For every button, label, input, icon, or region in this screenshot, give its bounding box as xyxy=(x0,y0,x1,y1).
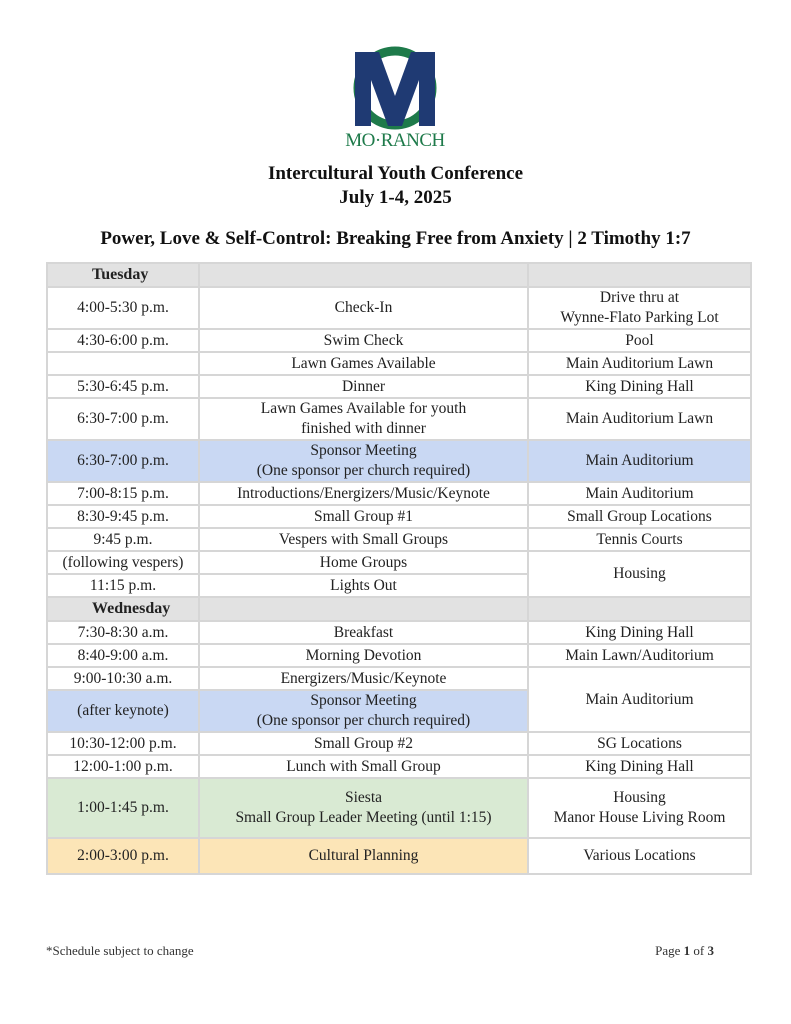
event-line: Small Group Leader Meeting (until 1:15) xyxy=(235,809,492,826)
logo-wordmark: MO·RANCH xyxy=(345,130,445,151)
location-line: Wynne-Flato Parking Lot xyxy=(560,309,719,326)
event-cell: Energizers/Music/Keynote xyxy=(199,667,528,690)
table-row xyxy=(47,505,751,528)
location-cell: Various Locations xyxy=(528,838,751,874)
table-row xyxy=(47,732,751,755)
time-cell: 6:30-7:00 p.m. xyxy=(47,440,199,482)
location-line: Housing xyxy=(613,789,666,806)
location-cell: Tennis Courts xyxy=(528,528,751,551)
event-cell: Lunch with Small Group xyxy=(199,755,528,778)
day-header-tuesday xyxy=(47,263,751,287)
table-row xyxy=(47,329,751,352)
table-row xyxy=(47,375,751,398)
page-of: of xyxy=(693,943,705,958)
location-cell: SG Locations xyxy=(528,732,751,755)
schedule-table xyxy=(46,262,752,875)
time-cell: 5:30-6:45 p.m. xyxy=(47,375,199,398)
table-row xyxy=(47,352,751,375)
event-line: Lawn Games Available for youth xyxy=(260,400,467,417)
location-cell: King Dining Hall xyxy=(528,621,751,644)
location-cell: Housing xyxy=(528,551,751,597)
event-cell: Home Groups xyxy=(199,551,528,574)
location-cell: Main Auditorium Lawn xyxy=(528,352,751,375)
time-cell: (after keynote) xyxy=(47,690,199,732)
location-cell: Main Auditorium xyxy=(528,440,751,482)
location-cell: Main Auditorium xyxy=(528,482,751,505)
page-prefix: Page xyxy=(655,943,681,958)
table-row xyxy=(47,755,751,778)
event-line: Siesta xyxy=(344,789,383,806)
time-cell xyxy=(47,352,199,375)
conference-title: Intercultural Youth Conference xyxy=(267,163,524,184)
event-cell xyxy=(199,690,528,732)
location-cell: Main Lawn/Auditorium xyxy=(528,644,751,667)
location-cell: Main Auditorium xyxy=(528,667,751,732)
location-cell xyxy=(528,778,751,838)
day-label: Wednesday xyxy=(47,597,199,621)
time-cell: 4:30-6:00 p.m. xyxy=(47,329,199,352)
event-cell: Lights Out xyxy=(199,574,528,597)
event-line: Sponsor Meeting xyxy=(310,692,417,709)
table-row xyxy=(47,778,751,838)
time-cell: 12:00-1:00 p.m. xyxy=(47,755,199,778)
conference-theme: Power, Love & Self-Control: Breaking Free from Anxiety | 2 Timothy 1:7 xyxy=(100,228,691,249)
time-cell: 9:45 p.m. xyxy=(47,528,199,551)
time-cell: 8:30-9:45 p.m. xyxy=(47,505,199,528)
table-row xyxy=(47,551,751,574)
table-row xyxy=(47,644,751,667)
time-cell: 6:30-7:00 p.m. xyxy=(47,398,199,440)
table-row xyxy=(47,621,751,644)
event-line: (One sponsor per church required) xyxy=(256,712,471,729)
event-line: (One sponsor per church required) xyxy=(256,462,471,479)
event-cell: Dinner xyxy=(199,375,528,398)
event-cell xyxy=(199,778,528,838)
event-cell xyxy=(199,398,528,440)
table-row xyxy=(47,287,751,329)
event-cell: Morning Devotion xyxy=(199,644,528,667)
page-total: 3 xyxy=(707,943,714,958)
time-cell: 7:00-8:15 p.m. xyxy=(47,482,199,505)
event-cell: Swim Check xyxy=(199,329,528,352)
time-cell: 10:30-12:00 p.m. xyxy=(47,732,199,755)
location-cell xyxy=(528,287,751,329)
event-cell: Check-In xyxy=(199,287,528,329)
time-cell: 1:00-1:45 p.m. xyxy=(47,778,199,838)
conference-dates: July 1-4, 2025 xyxy=(339,187,452,208)
location-line: Drive thru at xyxy=(599,289,680,306)
event-cell: Vespers with Small Groups xyxy=(199,528,528,551)
location-cell: King Dining Hall xyxy=(528,375,751,398)
time-cell: 9:00-10:30 a.m. xyxy=(47,667,199,690)
table-row xyxy=(47,838,751,874)
table-row xyxy=(47,667,751,690)
time-cell: 11:15 p.m. xyxy=(47,574,199,597)
event-cell: Small Group #1 xyxy=(199,505,528,528)
event-cell: Lawn Games Available xyxy=(199,352,528,375)
page-current: 1 xyxy=(683,943,691,958)
day-header-wednesday xyxy=(47,597,751,621)
table-row xyxy=(47,440,751,482)
table-row xyxy=(47,482,751,505)
event-cell: Cultural Planning xyxy=(199,838,528,874)
location-cell: Main Auditorium Lawn xyxy=(528,398,751,440)
time-cell: (following vespers) xyxy=(47,551,199,574)
page-number xyxy=(655,943,714,959)
time-cell: 8:40-9:00 a.m. xyxy=(47,644,199,667)
event-cell xyxy=(199,440,528,482)
location-line: Manor House Living Room xyxy=(553,809,726,826)
table-row xyxy=(47,398,751,440)
footer-note: *Schedule subject to change xyxy=(46,943,194,958)
location-cell: Small Group Locations xyxy=(528,505,751,528)
day-label: Tuesday xyxy=(47,263,199,287)
time-cell: 2:00-3:00 p.m. xyxy=(47,838,199,874)
event-line: Sponsor Meeting xyxy=(310,442,417,459)
event-line: finished with dinner xyxy=(301,420,426,437)
location-cell: King Dining Hall xyxy=(528,755,751,778)
time-cell: 4:00-5:30 p.m. xyxy=(47,287,199,329)
location-cell: Pool xyxy=(528,329,751,352)
event-cell: Breakfast xyxy=(199,621,528,644)
event-cell: Small Group #2 xyxy=(199,732,528,755)
event-cell: Introductions/Energizers/Music/Keynote xyxy=(199,482,528,505)
table-row xyxy=(47,528,751,551)
time-cell: 7:30-8:30 a.m. xyxy=(47,621,199,644)
